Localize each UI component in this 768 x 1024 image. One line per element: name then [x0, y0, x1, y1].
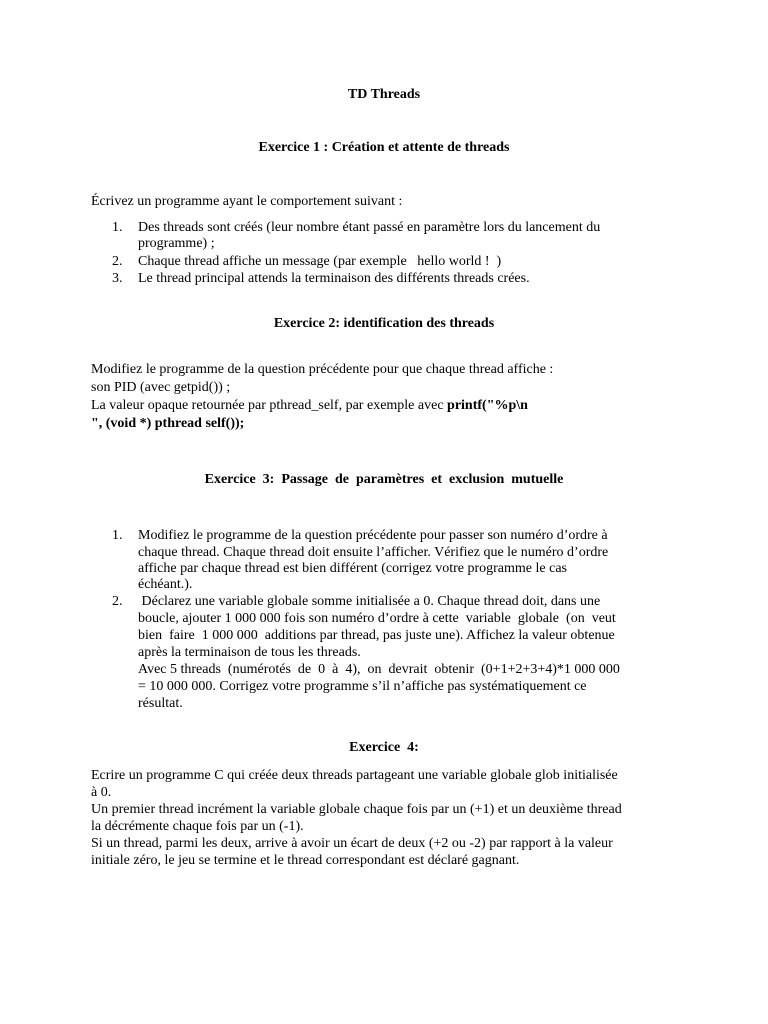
exercise-4-line-3: Un premier thread incrément la variable globale chaque fois par un (+1) et un deuxième thread	[91, 802, 622, 817]
exercise-3-item-2-number: 2.	[112, 594, 123, 609]
document-title: TD Threads	[347, 87, 421, 102]
exercise-2-line-4-code: ", (void *) pthread self());	[91, 416, 245, 431]
exercise-3-item-2-line-7: résultat.	[138, 696, 183, 711]
exercise-3-item-2-line-5: Avec 5 threads (numérotés de 0 à 4), on devrait obtenir (0+1+2+3+4)*1 000 000	[138, 662, 620, 677]
exercise-1-item-3-line-1: Le thread principal attends la terminaison des différents threads crées.	[138, 271, 530, 286]
exercise-4-line-2: à 0.	[91, 785, 112, 800]
exercise-1-item-2-number: 2.	[112, 254, 123, 269]
exercise-3-heading: Exercice 3: Passage de paramètres et exclusion mutuelle	[204, 472, 564, 487]
exercise-1-intro: Écrivez un programme ayant le comportement suivant :	[91, 194, 403, 209]
exercise-4-line-6: initiale zéro, le jeu se termine et le thread correspondant est déclaré gagnant.	[91, 853, 520, 868]
exercise-4-line-1: Ecrire un programme C qui créée deux threads partageant une variable globale glob initialisée	[91, 768, 618, 783]
exercise-3-item-2-line-3: bien faire 1 000 000 additions par thread, pas juste une). Affichez la valeur obtenue	[138, 628, 615, 643]
exercise-1-item-2-line-1: Chaque thread affiche un message (par exemple hello world ! )	[138, 254, 502, 269]
exercise-3-item-2-line-1: Déclarez une variable globale somme initialisée a 0. Chaque thread doit, dans une	[138, 594, 601, 609]
exercise-3-item-1-line-2: chaque thread. Chaque thread doit ensuite l’afficher. Vérifiez que le numéro d’ordre	[138, 545, 609, 560]
exercise-3-item-1-line-3: affiche par chaque thread est bien différent (corrigez votre programme le cas	[138, 561, 567, 576]
exercise-3-item-1-line-4: échéant.).	[138, 577, 193, 592]
exercise-2-line-3-text: La valeur opaque retournée par pthread_self, par exemple avec	[91, 398, 448, 413]
exercise-4-heading: Exercice 4:	[349, 740, 419, 755]
exercise-3-item-1-number: 1.	[112, 528, 123, 543]
exercise-1-item-3-number: 3.	[112, 271, 123, 286]
exercise-2-line-3	[91, 398, 528, 414]
exercise-1-item-1-line-2: programme) ;	[138, 236, 215, 251]
exercise-4-line-4: la décrémente chaque fois par un (-1).	[91, 819, 304, 834]
exercise-1-heading: Exercice 1 : Création et attente de threads	[258, 140, 510, 155]
exercise-2-heading: Exercice 2: identification des threads	[273, 316, 495, 331]
exercise-1-item-1-line-1: Des threads sont créés (leur nombre étant passé en paramètre lors du lancement du	[138, 220, 601, 235]
exercise-3-item-1-line-1: Modifiez le programme de la question précédente pour passer son numéro d’ordre à	[138, 528, 608, 543]
exercise-2-line-2: son PID (avec getpid()) ;	[91, 380, 231, 395]
exercise-3-item-2-line-6: = 10 000 000. Corrigez votre programme s’il n’affiche pas systématiquement ce	[138, 679, 587, 694]
exercise-3-item-2-line-4: après la terminaison de tous les threads.	[138, 645, 361, 660]
exercise-2-printf-code: printf("%p\n	[447, 398, 528, 413]
exercise-4-line-5: Si un thread, parmi les deux, arrive à avoir un écart de deux (+2 ou -2) par rapport à la valeur	[91, 836, 613, 851]
exercise-1-item-1-number: 1.	[112, 220, 123, 235]
exercise-2-line-1: Modifiez le programme de la question précédente pour que chaque thread affiche :	[91, 362, 554, 377]
exercise-3-item-2-line-2: boucle, ajouter 1 000 000 fois son numéro d’ordre à cette variable globale (on veut	[138, 611, 616, 626]
